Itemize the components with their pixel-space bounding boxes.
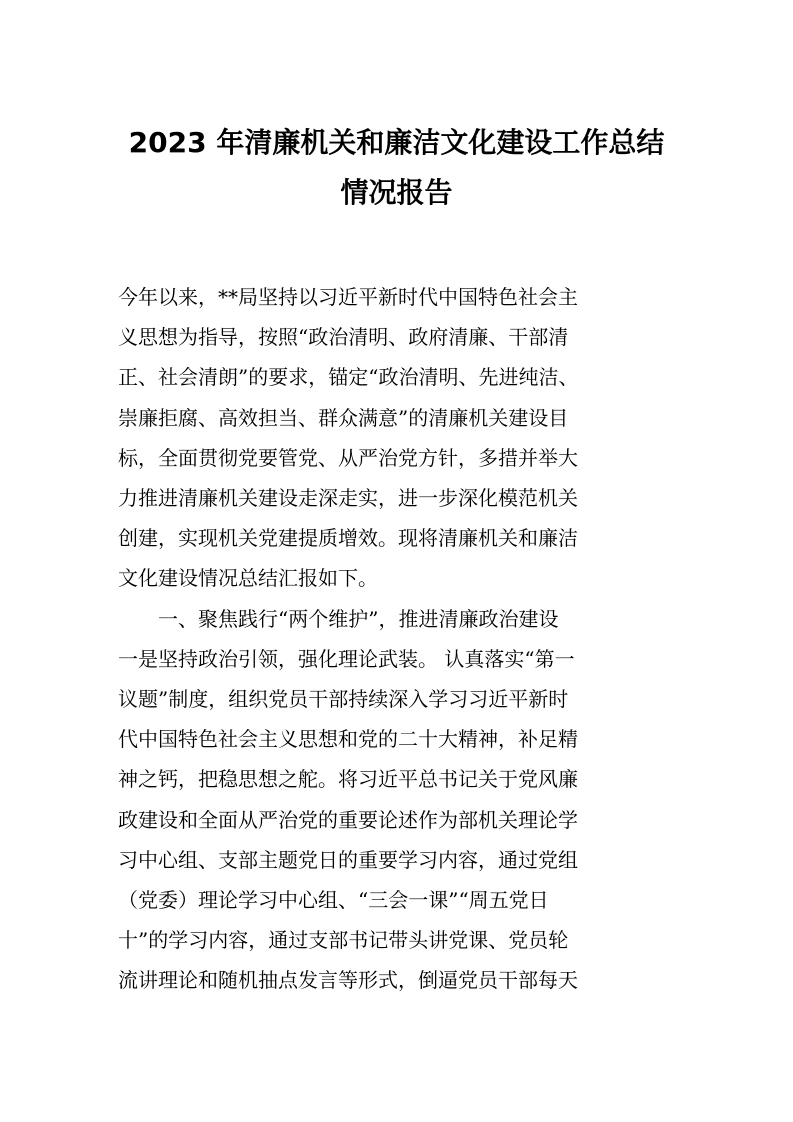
text-line: （党委）理论学习中心组、“三会一课”“周五党日 bbox=[118, 888, 549, 913]
text-line: 义思想为指导，按照“政治清明、政府清廉、干部清 bbox=[118, 325, 569, 350]
text-line: 文化建设情况总结汇报如下。 bbox=[118, 566, 378, 591]
document-body bbox=[118, 277, 678, 1001]
section-heading-text: 一、聚焦践行“两个维护”，推进清廉政治建设 bbox=[158, 606, 559, 631]
document-title-line-2: 情况报告 bbox=[340, 176, 453, 209]
text-line: 流讲理论和随机抽点发言等形式，倒逼党员干部每天 bbox=[118, 968, 578, 993]
text-line: 习中心组、支部主题党日的重要学习内容，通过党组 bbox=[118, 847, 578, 872]
section-heading-1 bbox=[118, 599, 678, 639]
text-line: 力推进清廉机关建设走深走实，进一步深化模范机关 bbox=[118, 486, 578, 511]
text-line: 神之钙，把稳思想之舵。将习近平总书记关于党风廉 bbox=[118, 767, 578, 792]
text-line: 一是坚持政治引领，强化理论武装。 认真落实“第一 bbox=[118, 646, 575, 671]
text-line: 今年以来，**局坚持以习近平新时代中国特色社会主 bbox=[118, 285, 578, 309]
paragraph-intro bbox=[118, 277, 678, 599]
text-line: 十”的学习内容，通过支部书记带头讲党课、党员轮 bbox=[118, 928, 569, 953]
text-line: 创建，实现机关党建提质增效。现将清廉机关和廉洁 bbox=[118, 526, 578, 551]
text-line: 正、社会清朗”的要求，锚定“政治清明、先进纯洁、 bbox=[118, 365, 579, 390]
paragraph-point-1 bbox=[118, 639, 678, 1001]
text-line: 崇廉拒腐、高效担当、群众满意”的清廉机关建设目 bbox=[118, 405, 569, 430]
text-line: 标，全面贯彻党要管党、从严治党方针，多措并举大 bbox=[118, 445, 578, 470]
text-line: 政建设和全面从严治党的重要论述作为部机关理论学 bbox=[118, 807, 578, 832]
document-title-line-1: 2023 年清廉机关和廉洁文化建设工作总结 bbox=[128, 126, 665, 159]
text-line: 议题”制度，组织党员干部持续深入学习习近平新时 bbox=[118, 687, 569, 712]
text-line: 代中国特色社会主义思想和党的二十大精神，补足精 bbox=[118, 727, 578, 752]
